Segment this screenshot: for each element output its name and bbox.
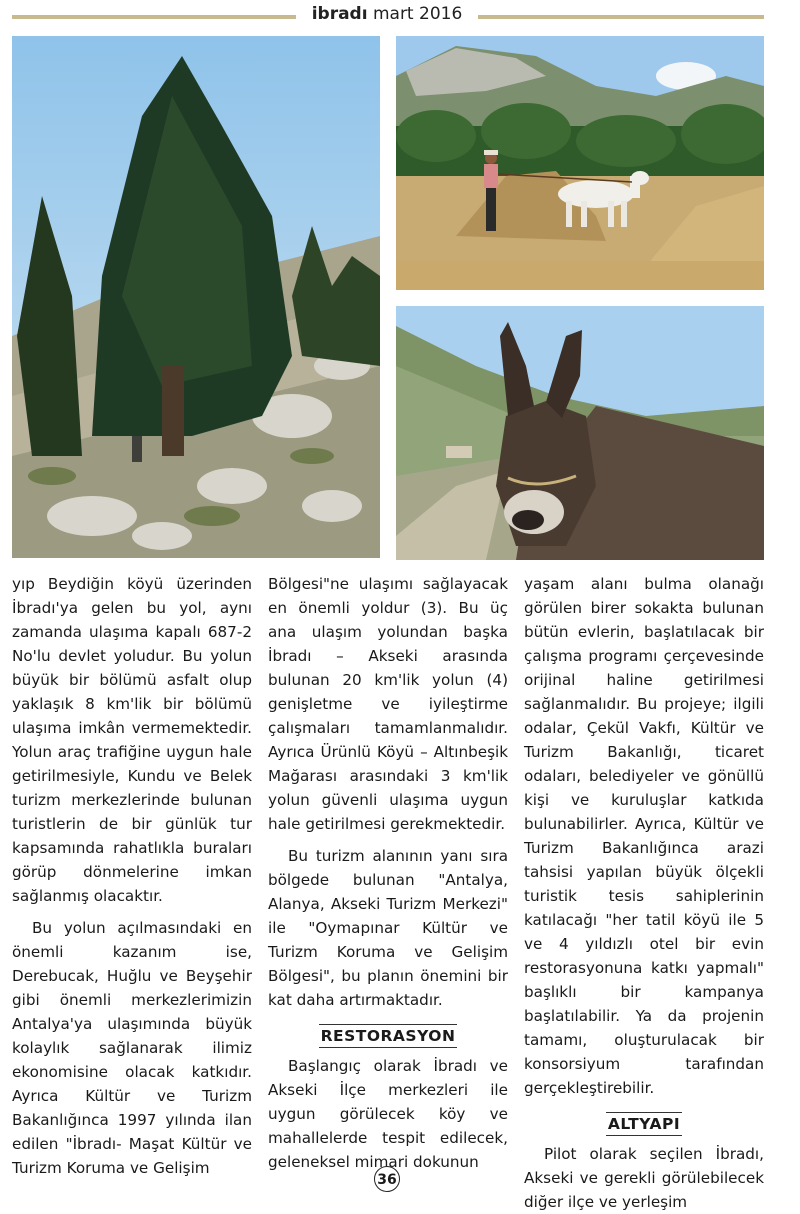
header-rule-left (12, 15, 296, 19)
text-column-1 (12, 572, 252, 1180)
issue-date: mart 2016 (372, 4, 463, 24)
column2-paragraph-2: Bu turizm alanının yanı sıra bölgede bulunan "Antalya, Alanya, Akseki Turizm Merkezi" ile "Oymapınar Kültür ve Turizm Koruma ve Gelişim Bölgesi", bu planın önemini bir kat daha artırmaktadır. (268, 847, 508, 1009)
column1-paragraph-2: Bu yolun açılmasındaki en önemli kazanım ise, Derebucak, Huğlu ve Beyşehir gibi önemli merkezlerimizin Antalya'ya ulaşımında büyük kolaylık sağlanarak ilimiz ekonomisine olacak katkıdır. Ayrıca Kültür ve Turizm Bakanlığınca 1997 yılında ilan edilen "İbradı- Maşat Kültür ve Turizm Koruma ve Gelişim (12, 919, 252, 1177)
column1-paragraph-1: yıp Beydiğin köyü üzerinden İbradı'ya gelen bu yol, aynı zamanda ulaşıma kapalı 687-2 No'lu devlet yoludur. Bu yolun büyük bir bölümü asfalt olup yaklaşık 8 km'lik bir bölümü ulaşıma imkân vermemektedir. Yolun araç trafiğine uygun hale getirilmesiyle, Kundu ve Belek turizm merkezlerinde bulunan turistlerin de bir günlük tur kapsamında rahatlıkla buraları görüp dönmelerine imkan sağlanmış olacaktır. (12, 575, 252, 905)
photo-threshing-horse (396, 36, 764, 290)
column3-section-paragraph: Pilot olarak seçilen İbradı, Akseki ve gerekli görülebilecek diğer ilçe ve yerleşim (524, 1145, 764, 1211)
text-column-2 (268, 572, 508, 1174)
section-heading-restorasyon (268, 1024, 508, 1048)
page-header (0, 4, 800, 28)
column2-paragraph-1: Bölgesi"ne ulaşımı sağlayacak en önemli yoldur (3). Bu üç ana ulaşım yolundan başka İbradı – Akseki arasında bulunan 20 km'lik yolun (4) genişletme ve iyileştirme çalışmaları tamamlanmalıdır. Ayrıca Ürünlü Köyü – Altınbeşik Mağarası arasındaki 3 km'lik yolun güvenli ulaşıma uygun hale getirilmesi gerekmektedir. (268, 575, 508, 833)
magazine-name: ibradı (311, 4, 368, 24)
page-number: 36 (374, 1166, 400, 1192)
header-title (296, 4, 478, 24)
column2-section-paragraph: Başlangıç olarak İbradı ve Akseki İlçe merkezleri ile uygun görülecek köy ve mahallelerde tespit edilecek, geleneksel mimari dokunun (268, 1057, 508, 1171)
section-heading-altyapi (524, 1112, 764, 1136)
section-heading-text: ALTYAPI (606, 1112, 682, 1136)
photo-cedar-tree (12, 36, 380, 558)
photo-donkey (396, 306, 764, 560)
text-column-3 (524, 572, 764, 1214)
header-rule-right (478, 15, 764, 19)
column3-paragraph-1: yaşam alanı bulma olanağı görülen birer sokakta bulunan bütün evlerin, başlatılacak bir çalışma programı çerçevesinde orijinal haline getirilmesi sağlanmalıdır. Bu projeye; ilgili odalar, Çekül Vakfı, Kültür ve Turizm Bakanlığı, ticaret odaları, belediyeler ve gönüllü kişi ve kuruluşlar katkıda bulunabilirler. Ayrıca, Kültür ve Turizm Bakanlığınca arazi tahsisi yapılan büyük ölçekli turistik tesis sahiplerinin katılacağı "her tatil köyü ile 5 ve 4 yıldızlı otel bir evin restorasyonuna katkı yapmalı" başlıklı bir kampanya başlatılabilir. Ya da projenin tamamı, oluşturulacak bir konsorsiyum tarafından gerçekleştirebilir. (524, 575, 764, 1097)
section-heading-text: RESTORASYON (319, 1024, 458, 1048)
